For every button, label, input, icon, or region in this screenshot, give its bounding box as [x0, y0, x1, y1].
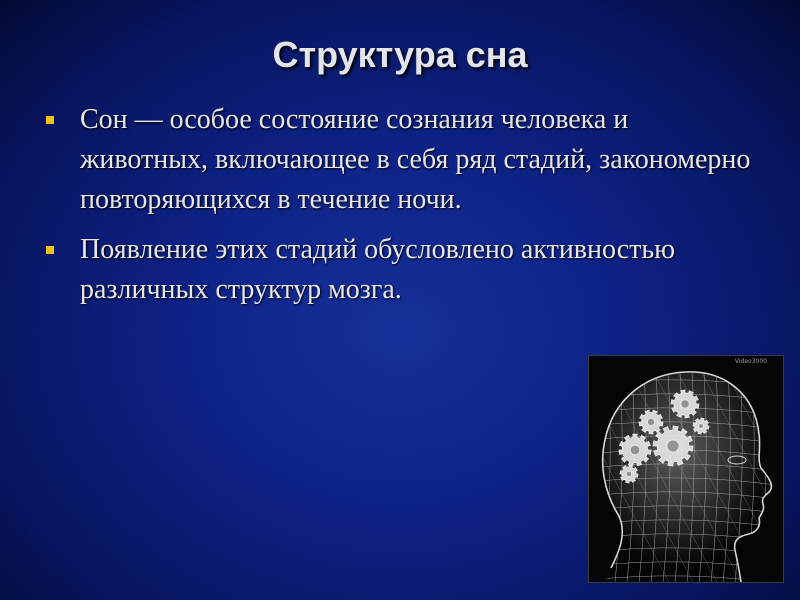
bullet-item	[44, 230, 754, 310]
bullet-text: Появление этих стадий обусловлено активностью различных структур мозга.	[80, 234, 676, 305]
bullet-list	[44, 100, 754, 320]
bullet-item	[44, 100, 754, 220]
bullet-square-icon	[46, 246, 54, 254]
image-watermark: Video3000	[734, 358, 767, 365]
wireframe-head-with-gears-icon	[589, 356, 783, 582]
bullet-text: Сон — особое состояние сознания человека и животных, включающее в себя ряд стадий, закономерно повторяющихся в течение ночи.	[80, 104, 751, 215]
bullet-square-icon	[46, 116, 54, 124]
slide-title: Структура сна	[272, 34, 528, 75]
head-gears-image	[588, 355, 784, 583]
